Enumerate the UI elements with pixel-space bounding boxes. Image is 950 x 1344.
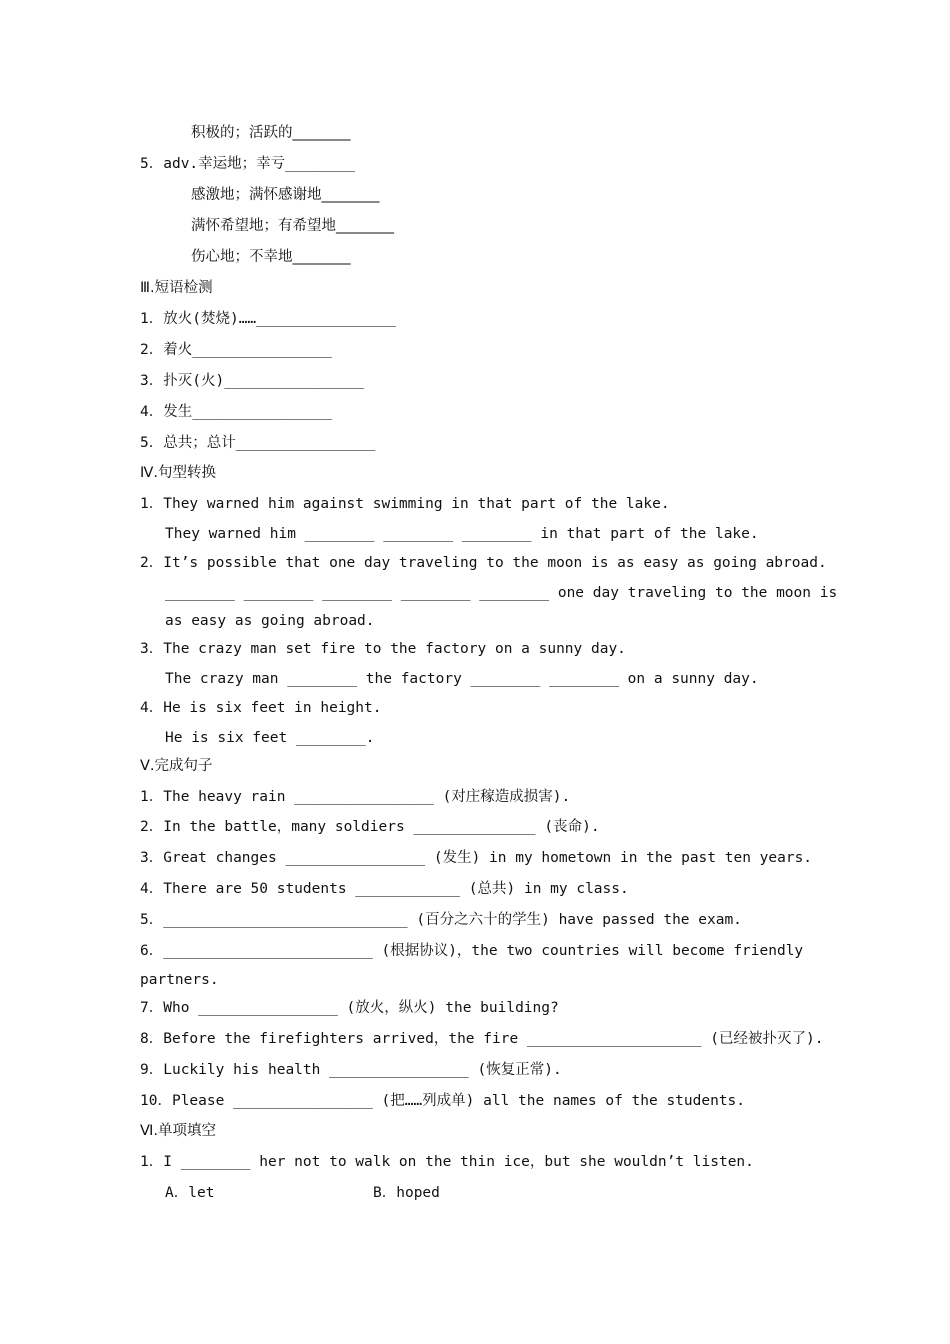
complete-item-6-cont: partners. bbox=[140, 972, 219, 988]
phrase-item-2: 2．着火________________ bbox=[140, 342, 332, 358]
complete-item-6: 6．________________________ (根据协议)，the two countries will become friendly bbox=[140, 943, 804, 959]
choice-option-b: B．hoped bbox=[373, 1185, 440, 1201]
complete-item-9: 9．Luckily his health ________________ (恢复正常). bbox=[140, 1062, 562, 1078]
transform-item-4-answer: He is six feet ________. bbox=[165, 730, 375, 746]
complete-item-1: 1．The heavy rain ________________ (对庄稼造成损害). bbox=[140, 789, 571, 805]
complete-item-10: 10．Please ________________ (把……列成单) all the names of the students. bbox=[140, 1093, 746, 1109]
transform-item-2-answer-cont: as easy as going abroad. bbox=[165, 613, 375, 629]
transform-item-1: 1．They warned him against swimming in that part of the lake. bbox=[140, 496, 670, 512]
section-heading-single-choice: Ⅵ.单项填空 bbox=[140, 1123, 216, 1139]
vocab-item-sadly: 伤心地；不幸地________ bbox=[191, 249, 351, 265]
phrase-item-4: 4．发生________________ bbox=[140, 404, 332, 420]
vocab-item-thankfully: 感激地；满怀感谢地________ bbox=[191, 187, 380, 203]
section-heading-phrases: Ⅲ.短语检测 bbox=[140, 280, 213, 296]
vocab-item-active: 积极的；活跃的________ bbox=[191, 125, 351, 141]
transform-item-4: 4．He is six feet in height. bbox=[140, 700, 382, 716]
phrase-item-3: 3．扑灭(火)________________ bbox=[140, 373, 364, 389]
transform-item-2: 2．It’s possible that one day traveling to the moon is as easy as going abroad. bbox=[140, 555, 827, 571]
complete-item-7: 7．Who ________________ (放火，纵火) the building? bbox=[140, 1000, 559, 1016]
section-heading-transform: Ⅳ.句型转换 bbox=[140, 465, 216, 481]
transform-item-3-answer: The crazy man ________ the factory ________ ________ on a sunny day. bbox=[165, 671, 759, 687]
choice-item-1: 1．I ________ her not to walk on the thin ice，but she wouldn’t listen. bbox=[140, 1154, 754, 1170]
complete-item-3: 3．Great changes ________________ (发生) in my hometown in the past ten years. bbox=[140, 850, 813, 866]
phrase-item-5: 5．总共；总计________________ bbox=[140, 435, 376, 451]
section-heading-complete: Ⅴ.完成句子 bbox=[140, 758, 213, 774]
complete-item-8: 8．Before the firefighters arrived，the fire ____________________ (已经被扑灭了). bbox=[140, 1031, 824, 1047]
vocab-item-5: 5．adv.幸运地；幸亏________ bbox=[140, 156, 355, 172]
complete-item-5: 5．____________________________ (百分之六十的学生) have passed the exam. bbox=[140, 912, 742, 928]
choice-option-a: A．let bbox=[165, 1185, 215, 1201]
transform-item-3: 3．The crazy man set fire to the factory on a sunny day. bbox=[140, 641, 626, 657]
complete-item-4: 4．There are 50 students ____________ (总共) in my class. bbox=[140, 881, 629, 897]
phrase-item-1: 1．放火(焚烧)……________________ bbox=[140, 311, 396, 327]
complete-item-2: 2．In the battle，many soldiers ______________ (丧命). bbox=[140, 819, 600, 835]
vocab-item-hopefully: 满怀希望地；有希望地________ bbox=[191, 218, 394, 234]
transform-item-2-answer: ________ ________ ________ ________ ________ one day traveling to the moon is bbox=[165, 585, 838, 601]
transform-item-1-answer: They warned him ________ ________ ________ in that part of the lake. bbox=[165, 526, 759, 542]
